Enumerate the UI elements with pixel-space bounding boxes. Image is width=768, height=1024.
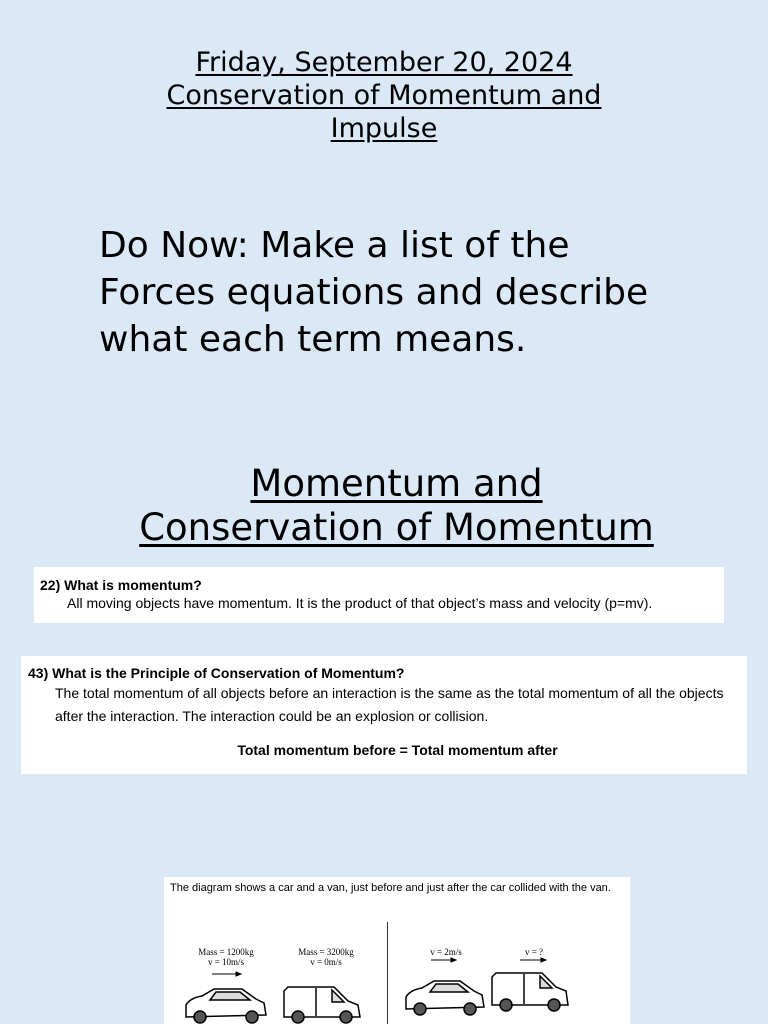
van-after-icon bbox=[492, 973, 568, 1011]
slide-title bbox=[0, 46, 768, 145]
question-22-answer: All moving objects have momentum. It is the product of that object’s mass and velocity (p=mv). bbox=[67, 595, 653, 611]
car-after-icon bbox=[406, 981, 484, 1015]
question-43-card bbox=[21, 656, 747, 774]
lesson-title-line2: Impulse bbox=[330, 113, 438, 144]
car-velocity-label: v = 10m/s bbox=[207, 957, 245, 967]
question-43-answer: The total momentum of all objects before an interaction is the same as the total momentum of all the objects after the interaction. The interaction could be an explosion or collision. bbox=[55, 685, 724, 724]
car-mass-label: Mass = 1200kg v = 10m/s bbox=[186, 947, 266, 967]
do-now-prompt: Do Now: Make a list of the Forces equations and describe what each term means. bbox=[99, 225, 649, 360]
vehicles-illustration bbox=[164, 877, 630, 1024]
van-velocity-label: v = 0m/s bbox=[310, 957, 342, 967]
car-before-icon bbox=[186, 989, 266, 1023]
date-heading: Friday, September 20, 2024 bbox=[195, 47, 573, 78]
collision-diagram bbox=[164, 877, 630, 1024]
question-22-title: 22) What is momentum? bbox=[40, 577, 202, 593]
van-before-icon bbox=[284, 987, 360, 1023]
van-mass-label: Mass = 3200kg v = 0m/s bbox=[286, 947, 366, 967]
question-22-card bbox=[34, 567, 724, 623]
after-van-velocity-label: v = ? bbox=[524, 947, 544, 957]
lesson-title-line1: Conservation of Momentum and bbox=[166, 80, 602, 111]
section-heading-line2: Conservation of Momentum bbox=[139, 506, 654, 549]
momentum-equation: Total momentum before = Total momentum after bbox=[237, 742, 558, 758]
after-car-velocity-label: v = 2m/s bbox=[430, 947, 462, 957]
section-heading bbox=[0, 462, 768, 550]
section-heading-line1: Momentum and bbox=[250, 462, 543, 505]
diagram-caption: The diagram shows a car and a van, just before and just after the car collided with the van. bbox=[170, 882, 611, 894]
question-43-title: 43) What is the Principle of Conservation of Momentum? bbox=[28, 665, 405, 681]
